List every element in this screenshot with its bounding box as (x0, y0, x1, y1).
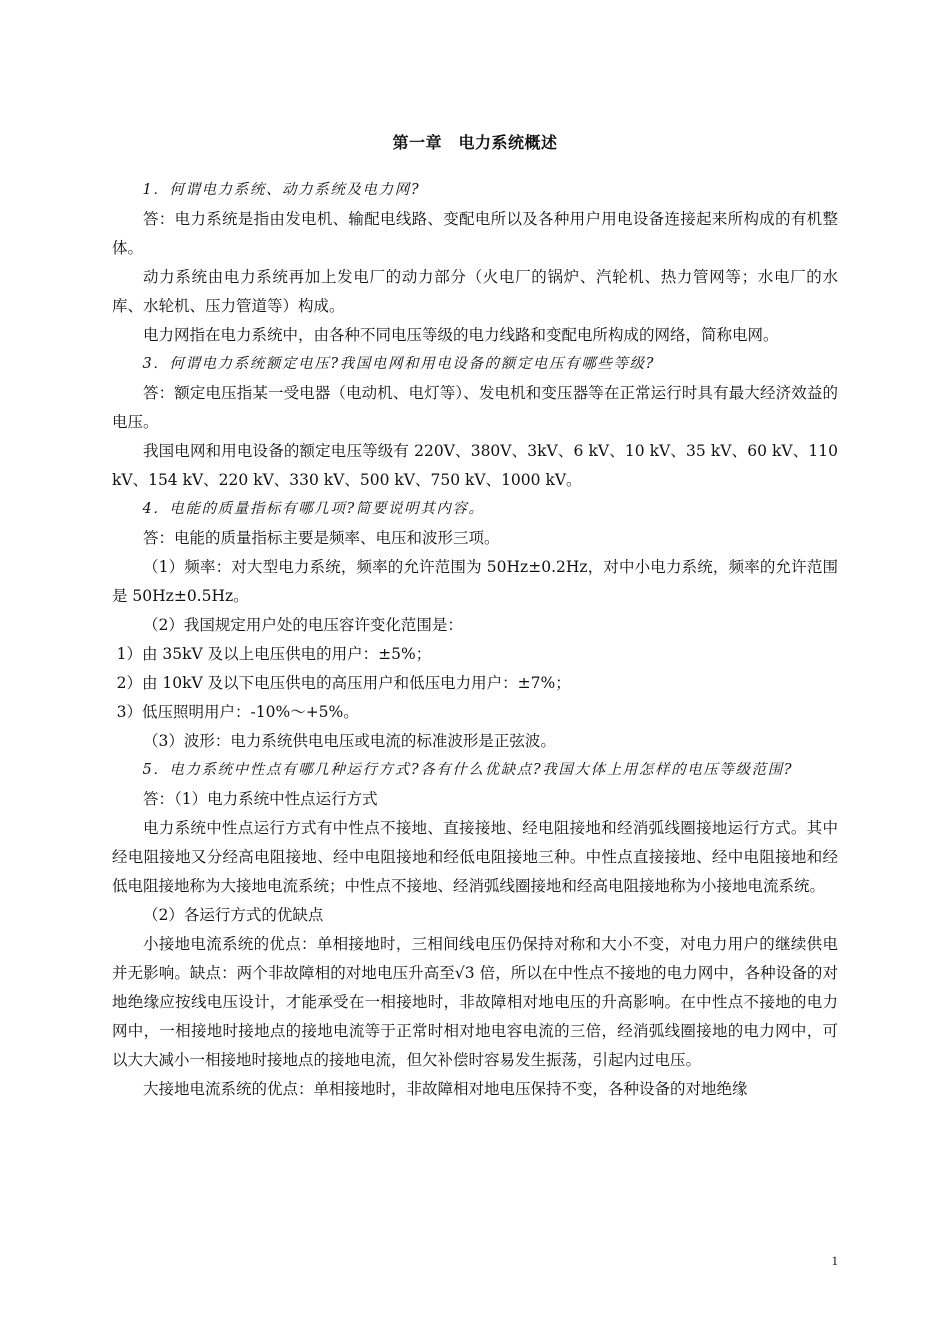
question-heading: 5．电力系统中性点有哪几种运行方式?各有什么优缺点?我国大体上用怎样的电压等级范围? (142, 762, 794, 778)
list-item: 2）由 10kV 及以下电压供电的高压用户和低压电力用户：±7%； (116, 674, 571, 692)
chapter-title: 第一章 电力系统概述 (392, 133, 558, 152)
list-item: 1）由 35kV 及以上电压供电的用户：±5%； (116, 645, 432, 663)
paragraph: 小接地电流系统的优点：单相接地时，三相间线电压仍保持对称和大小不变，对电力用户的继续供电并无影响。缺点：两个非故障相的对地电压升高至√3 倍，所以在中性点不接地的电力网中，各种设备的对地绝缘应按线电压设计，才能承受在一相接地时，非故障相对地电压的升高影响。在中性点不接地的电力网中，一相接地时接地点的接地电流等于正常时相对地电容电流的三倍，经消弧线圈接地的电力网中，可以大大减小一相接地时接地点的接地电流，但欠补偿时容易发生振荡，引起内过电压。 (112, 935, 838, 1069)
paragraph: （3）波形：电力系统供电电压或电流的标准波形是正弦波。 (143, 732, 556, 750)
paragraph: 我国电网和用电设备的额定电压等级有 220V、380V、3kV、6 kV、10 kV、35 kV、60 kV、110 kV、154 kV、220 kV、330 kV、500 kV、750 kV、1000 kV。 (112, 442, 838, 489)
page-content (112, 130, 838, 1104)
paragraph: 答：（1）电力系统中性点运行方式 (143, 790, 378, 808)
paragraph: 电力系统中性点运行方式有中性点不接地、直接接地、经电阻接地和经消弧线圈接地运行方式。其中经电阻接地又分经高电阻接地、经中电阻接地和经低电阻接地三种。中性点直接接地、经中电阻接地和经低电阻接地称为大接地电流系统；中性点不接地、经消弧线圈接地和经高电阻接地称为小接地电流系统。 (112, 819, 838, 895)
paragraph: 动力系统由电力系统再加上发电厂的动力部分（火电厂的锅炉、汽轮机、热力管网等；水电厂的水库、水轮机、压力管道等）构成。 (112, 268, 838, 315)
paragraph: （2）我国规定用户处的电压容许变化范围是： (143, 616, 463, 634)
question-heading: 1．何谓电力系统、动力系统及电力网? (142, 182, 421, 198)
paragraph: 大接地电流系统的优点：单相接地时，非故障相对地电压保持不变，各种设备的对地绝缘 (143, 1080, 748, 1098)
page-number: 1 (831, 1253, 838, 1268)
paragraph: 答：电能的质量指标主要是频率、电压和波形三项。 (143, 529, 500, 547)
paragraph: （1）频率：对大型电力系统，频率的允许范围为 50Hz±0.2Hz，对中小电力系统，频率的允许范围是 50Hz±0.5Hz。 (112, 558, 838, 605)
paragraph: （2）各运行方式的优缺点 (143, 906, 324, 924)
paragraph: 答：额定电压指某一受电器（电动机、电灯等）、发电机和变压器等在正常运行时具有最大经济效益的电压。 (112, 384, 838, 431)
list-item: 3）低压照明用户：-10%～+5%。 (116, 703, 359, 721)
paragraph: 答：电力系统是指由发电机、输配电线路、变配电所以及各种用户用电设备连接起来所构成的有机整体。 (112, 210, 838, 257)
question-heading: 4．电能的质量指标有哪几项?简要说明其内容。 (142, 501, 485, 517)
question-heading: 3．何谓电力系统额定电压?我国电网和用电设备的额定电压有哪些等级? (142, 356, 656, 372)
body-text (112, 176, 838, 1104)
paragraph: 电力网指在电力系统中，由各种不同电压等级的电力线路和变配电所构成的网络，简称电网。 (143, 326, 779, 344)
